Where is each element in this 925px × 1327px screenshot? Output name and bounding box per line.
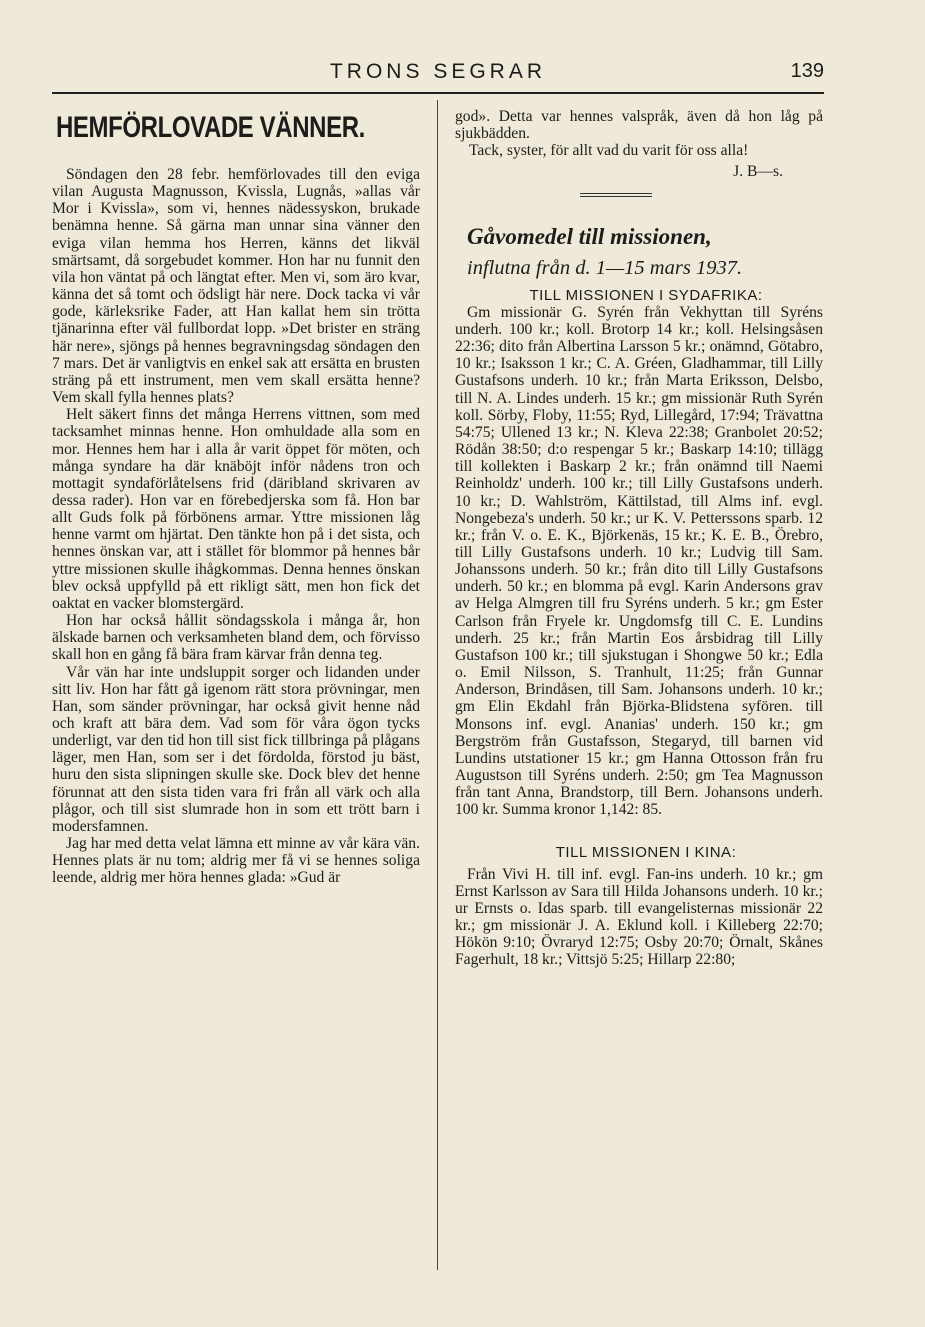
article-paragraph: Söndagen den 28 febr. hemförlovades till den eviga vilan Augusta Magnusson, Kvissla, Lugnås, »allas vår Mor i Kvissla», som vi, hennes nädessyskon, brukade benämna henne. Så gärna man unnar sina vänner den eviga vilan hemma hos Herren, känns det likväl smärtsamt, då sorgebudet kommer. Hon har nu funnit den vila hon väntat på och längtat efter. Men vi, som äro kvar, känna det så tomt och ödsligt här nere. Dock tacka vi vår gode, kärleksrike Fader, att Han kallat hem sin trötta tjänarinna efter väl fullbordat lopp. »Det brister en sträng här nere», sjöngs på hennes begravningsdag söndagen den 7 mars. Det är vanligtvis en enkel sak att ersätta en brusten sträng på ett instrument, men vem skall ersätta henne? Vem skall fylla hennes plats? <box>52 166 420 407</box>
header-rule <box>52 92 824 94</box>
subhead-china: TILL MISSIONEN I KINA: <box>555 844 737 862</box>
article-signature: J. B—s. <box>733 163 783 181</box>
donations-title: Gåvomedel till missionen, <box>467 223 712 249</box>
article-paragraph: Jag har med detta velat lämna ett minne av vår kära vän. Hennes plats är nu tom; aldrig mer få vi se hennes soliga leende, aldrig mer höra hennes glada: »Gud är <box>52 835 420 887</box>
article-paragraph: Helt säkert finns det många Herrens vittnen, som med tacksamhet minnas henne. Hon omhuldade alla som en mor. Hennes hem har i alla år varit öppet för möten, och många syndare ha där knäböjt inför nådens tron och mottagit syndaförlåtelsens frid (däribland skrivaren av dessa rader). Hon var en förebedjerska som få. Hon bar allt Guds folk på förbönens armar. Yttre missionen låg henne varmt om hjärtat. Den tänkte hon på i det sista, och hennes önskan var, att i stället för blommor på hennes bår yttre missionen skulle ihågkommas. Denna hennes önskan blev också uppfylld på ett rikligt sätt, men hon fick det oaktat en vacker blomstergärd. <box>52 406 420 612</box>
running-title: TRONS SEGRAR <box>329 60 547 83</box>
donations-south-africa: Gm missionär G. Syrén från Vekhyttan till Syréns underh. 100 kr.; koll. Brotorp 14 kr.; koll. Helsingsåsen 22:36; dito från Albertina Larsson 5 kr.; onämnd, Götabro, 10 kr.; Isaksson 1 kr.; C. A. Gréen, Gladhammar, till Lilly Gustafsons underh. 10 kr.; från Marta Eriksson, Delsbo, till N. A. Lindes underh. 15 kr.; gm missionär Ruth Syrén koll. Sörby, Floby, 11:55; Ryd, Lillegård, 17:94; Trävattna 54:75; Ullened 13 kr.; N. Kleva 22:38; Granbolet 20:52; Rödån 38:50; d:o respengar 5 kr.; Baskarp 14:10; tillägg till kollekten i Baskarp 2 kr.; från onämnd till Naemi Reinholdz' underh. 100 kr.; till Lilly Gustafsons underh. 10 kr.; D. Wahlström, Kättilstad, till Alms inf. evgl. Nongebeza's underh. 50 kr.; ur K. V. Petterssons sparb. 12 kr.; från V. o. E. K., Björkenäs, 15 kr.; K. E. B., Örebro, till Lilly Gustafsons underh. 10 kr.; Ludvig till Sam. Johanssons underh. 50 kr.; från dito till Lilly Gustafsons underh. 50 kr.; en blomma på evgl. Karin Andersons grav av Helga Almgren till fru Syréns underh. 5 kr.; gm Ester Carlson från Fryele kr. Ungdomsfg till C. E. Lundins underh. 25 kr.; från Martin Eos årsbidrag till Lilly Gustafson 100 kr.; till sjukstugan i Shongwe 50 kr.; Edla o. Emil Nilsson, S. Tranhult, 11:25; från Gunnar Anderson, Brindåsen, till Sam. Johansons underh. 10 kr.; gm Elin Ekdahl från Björka-Blidstena syfören. till Monsons inf. evgl. Ananias' underh. 150 kr.; gm Bergström från Gustafsson, Stegaryd, till barnen vid Lundins utstationer 15 kr.; gm Hanna Ottosson från fru Augustson till Syréns underh. 2:50; gm Tea Magnusson från tant Anna, Brandstorp, till Bern. Johansons underh. 100 kr. Summa kronor 1,142: 85. <box>455 303 823 819</box>
article-continuation: god». Detta var hennes valspråk, även då hon låg på sjukbädden. <box>455 108 823 143</box>
right-column <box>455 108 823 969</box>
left-column <box>52 108 420 887</box>
donations-china: Från Vivi H. till inf. evgl. Fan-ins underh. 10 kr.; gm Ernst Karlsson av Sara till Hilda Johansons underh. 10 kr.; ur Ernsts o. Idas sparb. till evangelisternas missionär 22 kr.; gm missionär J. A. Eklund koll. i Killeberg 22:70; Hökön 9:10; Övraryd 12:75; Osby 20:70; Örnalt, Skånes Fagerhult, 18 kr.; Vittsjö 5:25; Hillarp 22:80; <box>455 865 823 969</box>
page-header <box>52 58 824 90</box>
article-paragraph: Hon har också hållit söndagsskola i många år, hon älskade barnen och verksamheten bland dem, och förvisso skall hon en gång få bära fram kärvar från denna teg. <box>52 612 420 664</box>
column-divider <box>437 100 438 1270</box>
section-separator <box>580 193 652 197</box>
subhead-south-africa: TILL MISSIONEN I SYDAFRIKA: <box>529 286 763 304</box>
article-thanks: Tack, syster, för allt vad du varit för oss alla! <box>469 142 749 160</box>
article-paragraph: Vår vän har inte undsluppit sorger och lidanden under sitt liv. Hon har fått gå igenom rätt stora prövningar, men Han, som sänder prövningar, har också givit henne nåd och kraft att bära dem. Vad som för våra ögon tycks underligt, var den tid hon till sist fick tillbringa på plågans läger, men Han, som ser i det fördolda, förstod ju bäst, huru den sista slipningen skulle ske. Dock blev det henne förunnat att den sista tiden vara fri från all värk och alla plågor, och till sist slumrade hon in som ett trött barn i modersfamnen. <box>52 663 420 835</box>
article-headline: HEMFÖRLOVADE VÄNNER. <box>56 111 365 144</box>
page-number: 139 <box>790 60 824 82</box>
donations-subtitle: influtna från d. 1—15 mars 1937. <box>467 256 743 279</box>
